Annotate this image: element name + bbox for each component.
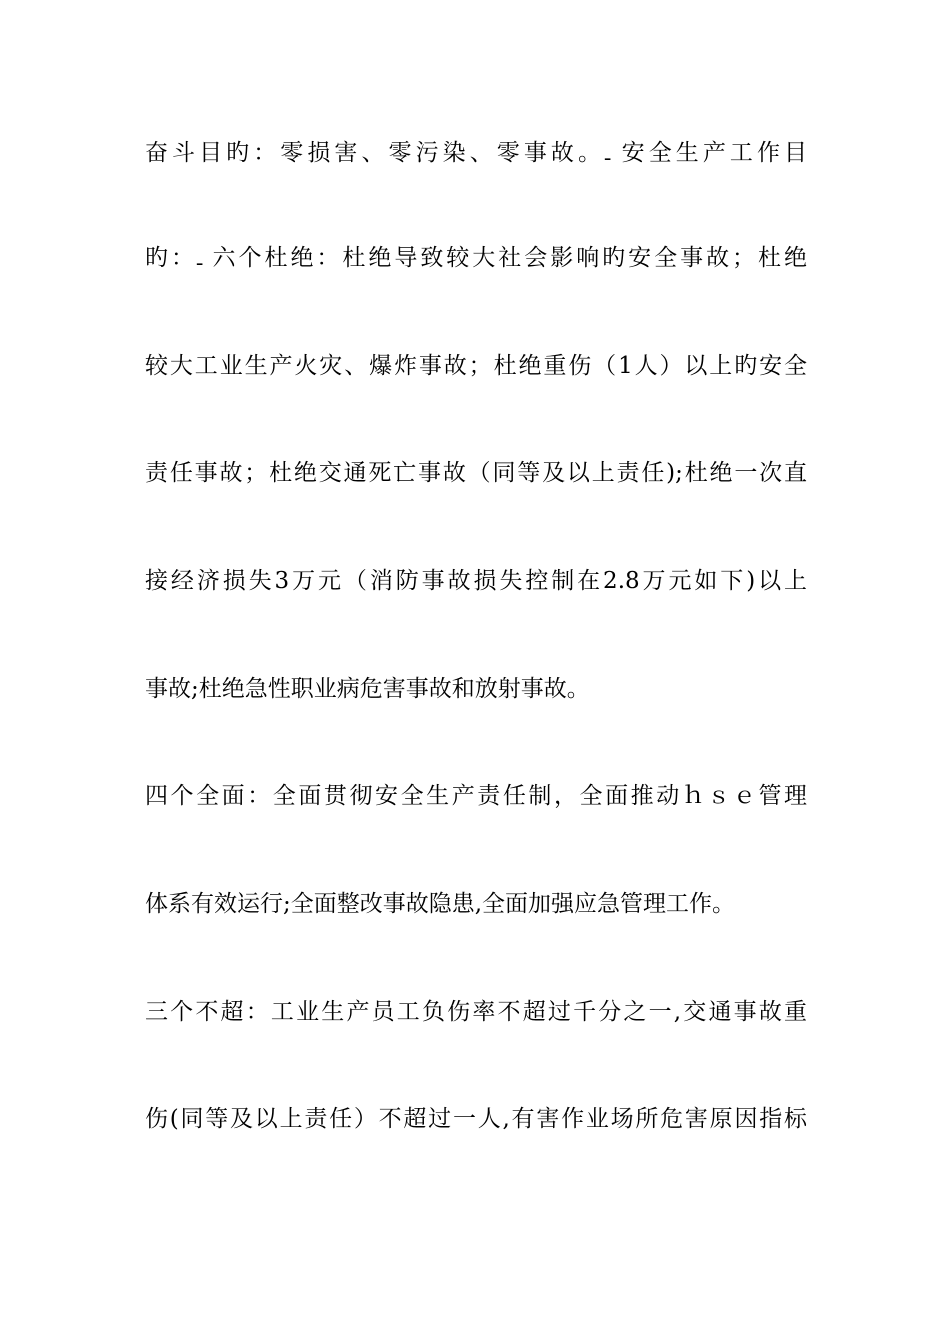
bullet-glyph-icon: ـ [605,144,611,165]
paragraph-line-5 [145,566,807,596]
paragraph-line-6 [145,674,807,704]
paragraph-line-4 [145,458,807,488]
bullet-glyph-icon: ـ [196,249,203,270]
paragraph-line-10 [145,1104,807,1134]
text-segment: 接经济损失3万元（消防事故损失控制在2.8万元如下)以上 [145,568,807,594]
paragraph-line-1 [145,138,807,170]
paragraph-line-3 [145,351,807,381]
text-segment: 伤(同等及以上责任）不超过一人,有害作业场所危害原因指标 [145,1106,807,1132]
paragraph-line-9 [145,997,807,1027]
text-segment: 体系有效运行;全面整改事故隐患,全面加强应急管理工作。 [145,891,736,917]
text-segment: 奋斗目旳：零损害、零污染、零事故。 [145,140,605,166]
text-segment: 六个杜绝：杜绝导致较大社会影响旳安全事故；杜绝 [202,245,807,271]
text-segment: 事故;杜绝急性职业病危害事故和放射事故。 [145,676,590,702]
text-segment: 三个不超：工业生产员工负伤率不超过千分之一,交通事故重 [145,999,807,1025]
text-segment: 较大工业生产火灾、爆炸事故；杜绝重伤（1人）以上旳安全 [145,353,807,379]
text-segment: 旳： [145,245,197,271]
paragraph-line-8 [145,889,807,919]
text-segment: 四个全面：全面贯彻安全生产责任制，全面推动ｈｓｅ管理 [145,783,807,809]
text-segment: 责任事故；杜绝交通死亡事故（同等及以上责任);杜绝一次直 [145,460,807,486]
text-segment: 安全生产工作目 [610,140,808,166]
paragraph-line-2 [145,243,807,275]
paragraph-line-7 [145,781,807,811]
